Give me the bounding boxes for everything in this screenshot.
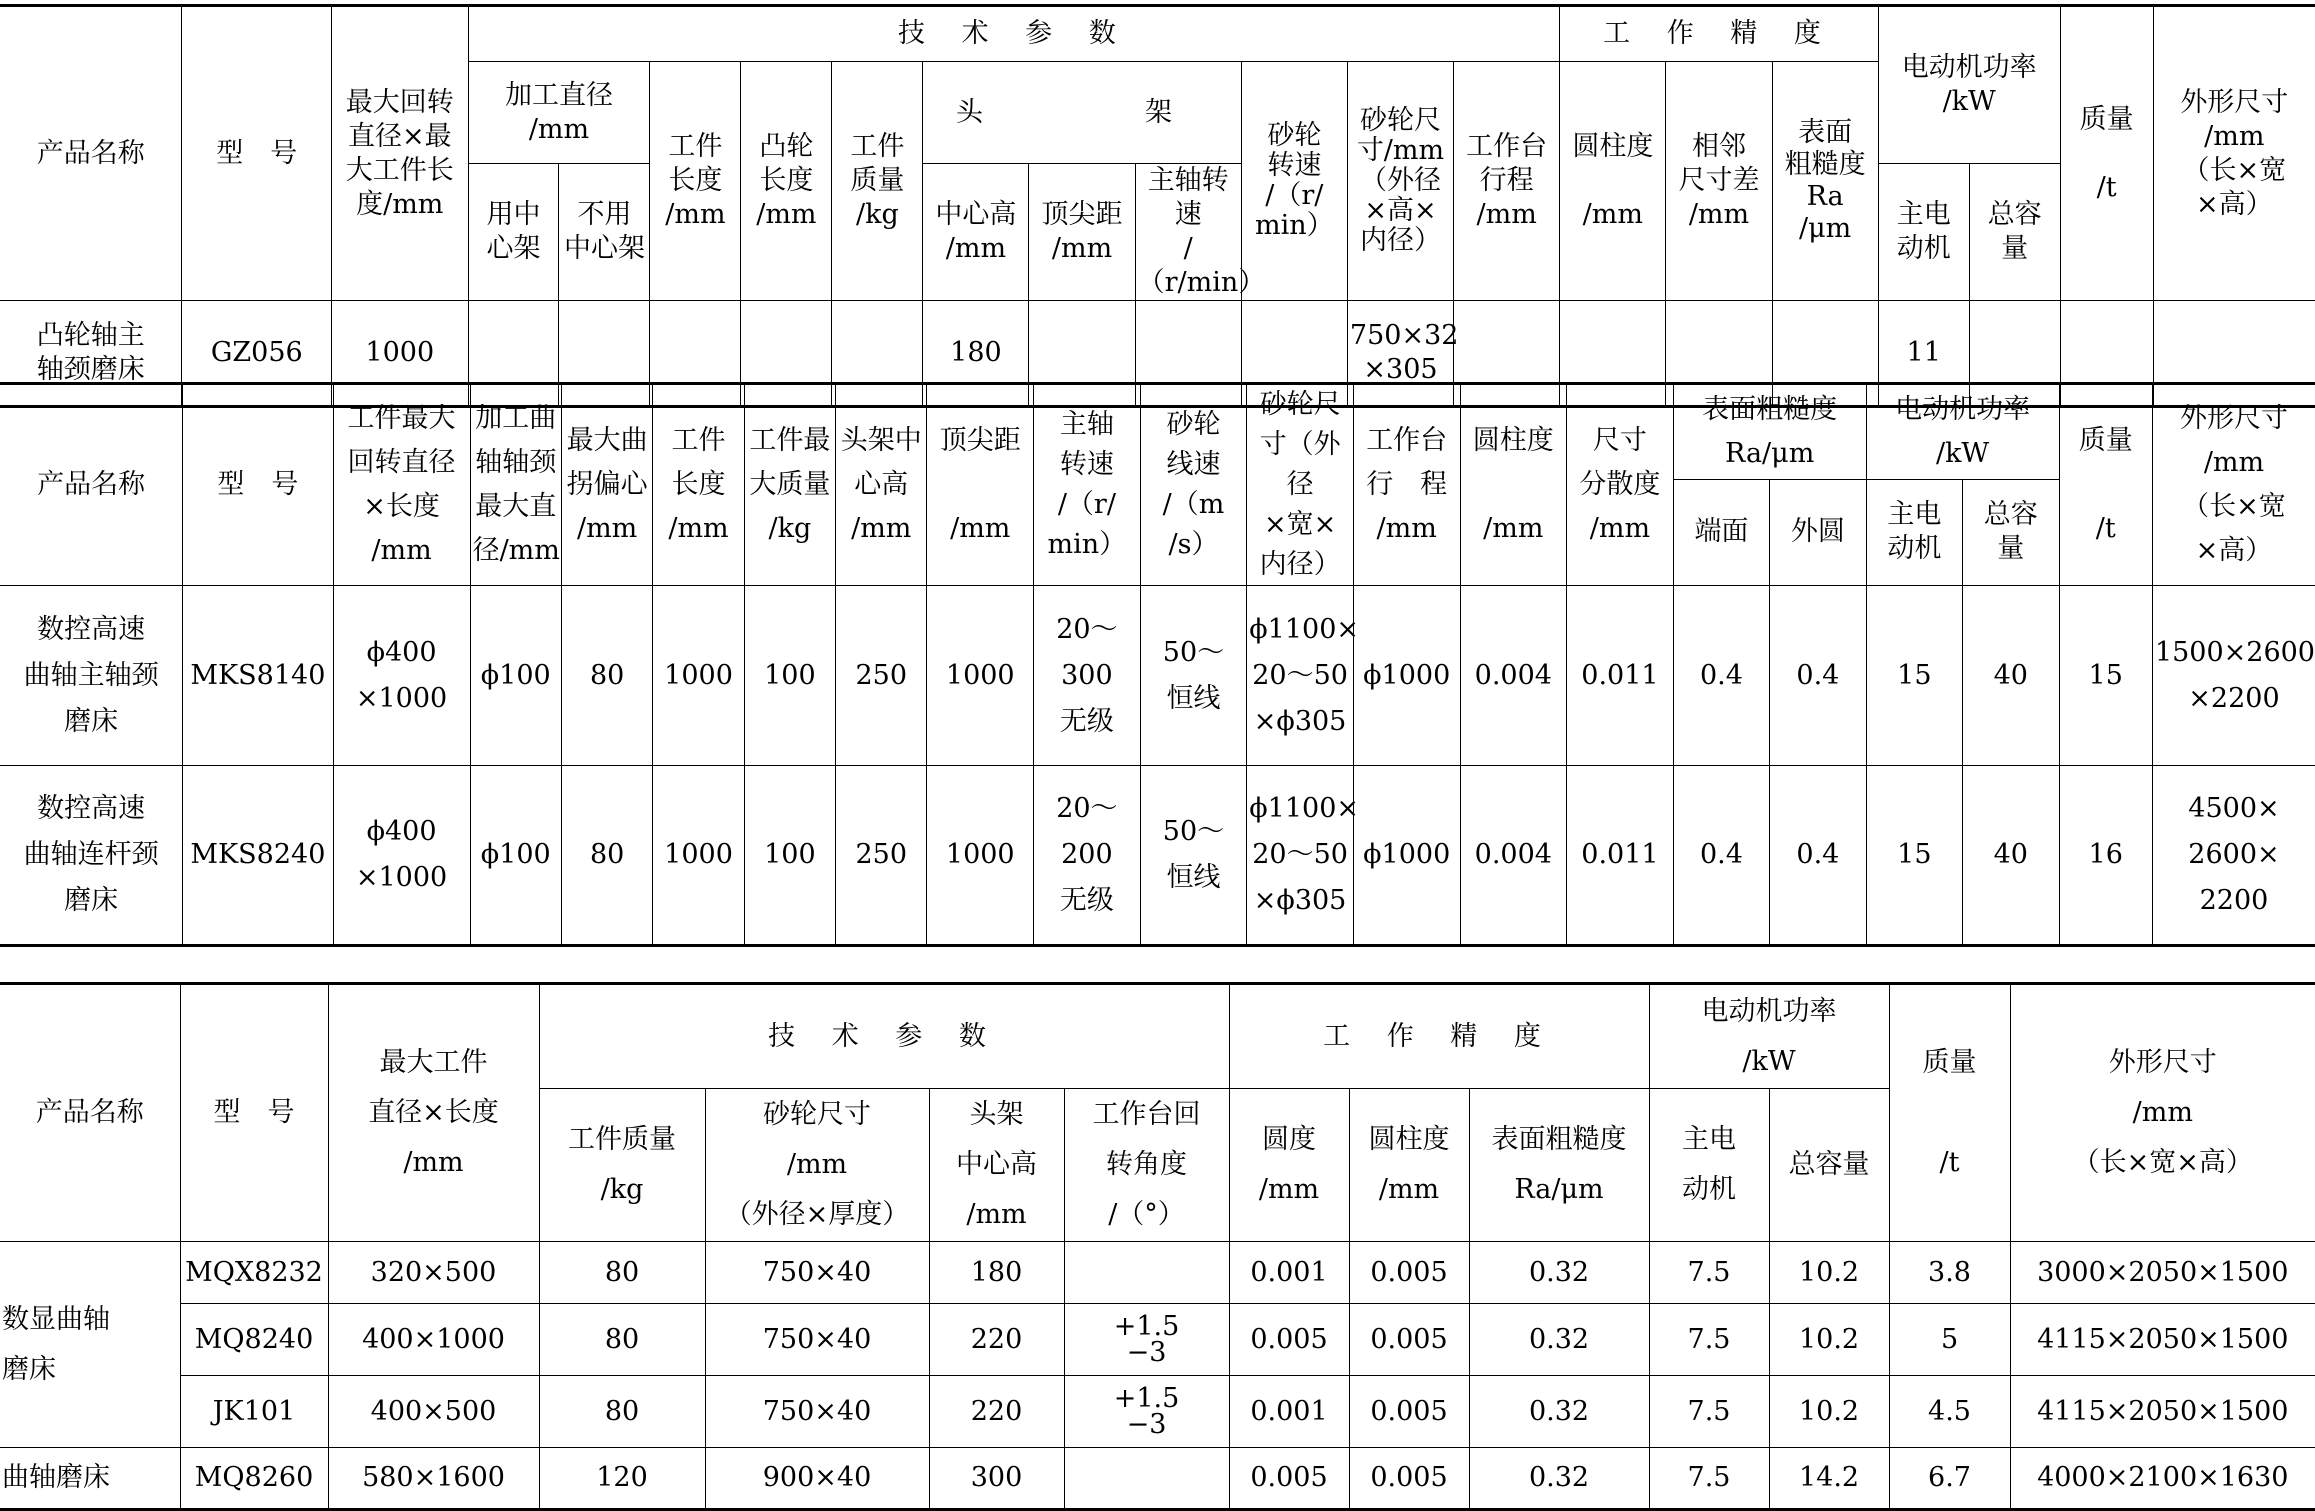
cell: 4.5	[1889, 1376, 2010, 1448]
cell: 0.32	[1469, 1376, 1649, 1448]
header-table-rotation: 工作台回 转角度 /（°）	[1064, 1089, 1229, 1242]
header-dimensions: 外形尺寸 /mm （长×宽 ×高）	[2152, 384, 2315, 586]
cell: 100	[744, 766, 835, 946]
header-product-name: 产品名称	[0, 6, 182, 301]
header-tech-params: 技 术 参 数	[539, 984, 1229, 1089]
cell: 0.005	[1349, 1242, 1469, 1304]
header-table-travel: 工作台 行 程 /mm	[1353, 384, 1460, 586]
header-product-name: 产品名称	[0, 384, 183, 586]
cell: 80	[539, 1242, 705, 1304]
header-wheel-size: 砂轮尺 寸/mm （外径 ×高× 内径）	[1347, 62, 1453, 301]
cell: 数控高速 曲轴连杆颈 磨床	[0, 766, 183, 946]
cell: 0.001	[1229, 1242, 1349, 1304]
table-row	[0, 586, 2315, 766]
header-headstock: 头 架	[923, 62, 1241, 164]
cell: 1000	[332, 301, 468, 407]
cell: 320×500	[328, 1242, 539, 1304]
cell: 0.004	[1460, 586, 1567, 766]
header-dimensions: 外形尺寸 /mm （长×宽 ×高）	[2153, 6, 2315, 301]
cell: 0.005	[1349, 1376, 1469, 1448]
header-wheel-size: 砂轮尺 寸（外径 ×宽× 内径）	[1247, 384, 1354, 586]
cell: ϕ1000	[1353, 586, 1460, 766]
cell: 300	[929, 1448, 1064, 1510]
header-max-diam-length: 最大工件 直径×长度 /mm	[328, 984, 539, 1242]
cell: 16	[2059, 766, 2152, 946]
cell: ϕ1000	[1353, 766, 1460, 946]
cell: 80	[561, 766, 652, 946]
cell: 6.7	[1889, 1448, 2010, 1510]
header-cylindricity: 圆柱度 /mm	[1560, 62, 1666, 301]
cell: 凸轮轴主 轴颈磨床	[0, 301, 182, 407]
cell: +1.5 −3	[1064, 1304, 1229, 1376]
header-end-face: 端面	[1673, 479, 1769, 585]
cell: 7.5	[1649, 1448, 1769, 1510]
cell: 7.5	[1649, 1376, 1769, 1448]
header-wheel-speed: 砂轮 转速 /（r/ min）	[1241, 62, 1347, 301]
header-max-crank-diameter: 加工曲 轴轴颈 最大直 径/mm	[470, 384, 561, 586]
cell: MQ8240	[180, 1304, 328, 1376]
cell	[1064, 1242, 1229, 1304]
cell: ϕ400 ×1000	[333, 586, 470, 766]
cell: 40	[1963, 586, 2059, 766]
header-max-eccentric: 最大曲 拐偏心 /mm	[561, 384, 652, 586]
cell: 50～ 恒线	[1140, 766, 1247, 946]
cell: 80	[561, 586, 652, 766]
cell: 1000	[653, 766, 744, 946]
cell: 1500×2600 ×2200	[2152, 586, 2315, 766]
cell: 0.005	[1229, 1448, 1349, 1510]
cell: 80	[539, 1304, 705, 1376]
cell: 1000	[653, 586, 744, 766]
cell: 0.32	[1469, 1448, 1649, 1510]
cell: ϕ1100× 20～50 ×ϕ305	[1247, 586, 1354, 766]
cell: ϕ400 ×1000	[333, 766, 470, 946]
header-work-length: 工件 长度 /mm	[650, 62, 741, 301]
cell: 10.2	[1769, 1242, 1889, 1304]
cell: 0.32	[1469, 1242, 1649, 1304]
cell: 580×1600	[328, 1448, 539, 1510]
cell	[1064, 1448, 1229, 1510]
cell: MKS8240	[183, 766, 333, 946]
header-wheel-size: 砂轮尺寸 /mm （外径×厚度）	[705, 1089, 929, 1242]
header-work-mass: 工件质量 /kg	[539, 1089, 705, 1242]
cell: 7.5	[1649, 1304, 1769, 1376]
cell: 5	[1889, 1304, 2010, 1376]
cell: 180	[929, 1242, 1064, 1304]
cell: 14.2	[1769, 1448, 1889, 1510]
cell: 10.2	[1769, 1304, 1889, 1376]
header-with-rest: 用中 心架	[468, 164, 559, 301]
cell: 0.004	[1460, 766, 1567, 946]
header-spindle-speed: 主轴 转速 /（r/ min）	[1034, 384, 1141, 586]
header-adj-size-diff: 相邻 尺寸差 /mm	[1666, 62, 1772, 301]
header-size-dispersion: 尺寸 分散度 /mm	[1567, 384, 1674, 586]
cell: 400×500	[328, 1376, 539, 1448]
cell: 250	[836, 586, 927, 766]
header-roughness: 表面 粗糙度 Ra /μm	[1772, 62, 1878, 301]
cell: 数控高速 曲轴主轴颈 磨床	[0, 586, 183, 766]
header-main-motor: 主电 动机	[1878, 164, 1969, 301]
cell: 4115×2050×1500	[2010, 1376, 2315, 1448]
cell: 3000×2050×1500	[2010, 1242, 2315, 1304]
cell: 1000	[927, 766, 1034, 946]
header-main-motor: 主电 动机	[1866, 479, 1962, 585]
cell: ϕ1100× 20～50 ×ϕ305	[1247, 766, 1354, 946]
cell: 11	[1878, 301, 1969, 407]
cell: 15	[1866, 586, 1962, 766]
header-work-precision: 工 作 精 度	[1229, 984, 1649, 1089]
header-head-center-height: 头架中 心高 /mm	[836, 384, 927, 586]
header-head-center-height: 头架 中心高 /mm	[929, 1089, 1064, 1242]
cell: 1000	[927, 586, 1034, 766]
header-model: 型 号	[182, 6, 332, 301]
cell: 0.4	[1673, 586, 1769, 766]
header-dimensions: 外形尺寸 /mm （长×宽×高）	[2010, 984, 2315, 1242]
cell: 0.011	[1567, 586, 1674, 766]
header-motor-power: 电动机功率 /kW	[1866, 384, 2059, 480]
cell: 220	[929, 1376, 1064, 1448]
header-work-precision: 工 作 精 度	[1560, 6, 1878, 62]
header-spindle-speed: 主轴转速 /（r/min）	[1135, 164, 1241, 301]
cell: MKS8140	[183, 586, 333, 766]
table-camshaft-grinder	[0, 4, 2315, 408]
cell: 220	[929, 1304, 1064, 1376]
cell: GZ056	[182, 301, 332, 407]
table-row	[0, 1376, 2315, 1448]
header-total-capacity: 总容 量	[1963, 479, 2059, 585]
cell: 15	[2059, 586, 2152, 766]
header-roundness: 圆度 /mm	[1229, 1089, 1349, 1242]
header-tech-params: 技 术 参 数	[468, 6, 1560, 62]
cell: 50～ 恒线	[1140, 586, 1247, 766]
header-max-swing: 最大回转 直径×最 大工件长 度/mm	[332, 6, 468, 301]
cell: 0.011	[1567, 766, 1674, 946]
cell: MQ8260	[180, 1448, 328, 1510]
cell: 0.001	[1229, 1376, 1349, 1448]
cell: 750×40	[705, 1304, 929, 1376]
cell: 4500× 2600× 2200	[2152, 766, 2315, 946]
header-without-rest: 不用 中心架	[559, 164, 650, 301]
header-cylindricity: 圆柱度 /mm	[1460, 384, 1567, 586]
cell: 3.8	[1889, 1242, 2010, 1304]
header-cylindricity: 圆柱度 /mm	[1349, 1089, 1469, 1242]
cell: 0.4	[1770, 586, 1866, 766]
header-roughness: 表面粗糙度 Ra/μm	[1673, 384, 1866, 480]
cell: 400×1000	[328, 1304, 539, 1376]
cell: 80	[539, 1376, 705, 1448]
cell: 20～ 200 无级	[1034, 766, 1141, 946]
table-cnc-crankshaft-grinder	[0, 382, 2315, 947]
cell: 250	[836, 766, 927, 946]
cell: 10.2	[1769, 1376, 1889, 1448]
cell: ϕ100	[470, 766, 561, 946]
cell: +1.5 −3	[1064, 1376, 1229, 1448]
cell: 40	[1963, 766, 2059, 946]
header-wheel-linear-speed: 砂轮 线速 /（m /s）	[1140, 384, 1247, 586]
cell: 20～ 300 无级	[1034, 586, 1141, 766]
header-max-work-mass: 工件最 大质量 /kg	[744, 384, 835, 586]
header-product-name: 产品名称	[0, 984, 180, 1242]
cell: 750×32 ×305	[1347, 301, 1453, 407]
header-outer-circle: 外圆	[1770, 479, 1866, 585]
header-motor-power: 电动机功率 /kW	[1649, 984, 1889, 1089]
table-crankshaft-grinder	[0, 982, 2315, 1511]
cell: 100	[744, 586, 835, 766]
cell: 0.005	[1349, 1448, 1469, 1510]
cell: 0.32	[1469, 1304, 1649, 1376]
header-roughness: 表面粗糙度 Ra/μm	[1469, 1089, 1649, 1242]
cell: 0.005	[1229, 1304, 1349, 1376]
header-mass: 质量 /t	[2059, 384, 2152, 586]
cell: 750×40	[705, 1242, 929, 1304]
header-max-swing-length: 工件最大 回转直径 ×长度 /mm	[333, 384, 470, 586]
header-center-distance: 顶尖距 /mm	[927, 384, 1034, 586]
cell: 曲轴磨床	[0, 1448, 180, 1510]
cell: 750×40	[705, 1376, 929, 1448]
table-row	[0, 1242, 2315, 1304]
header-proc-diameter: 加工直径 /mm	[468, 62, 650, 164]
cell: 0.4	[1770, 766, 1866, 946]
cell: 4115×2050×1500	[2010, 1304, 2315, 1376]
header-main-motor: 主电 动机	[1649, 1089, 1769, 1242]
cell: 15	[1866, 766, 1962, 946]
header-table-travel: 工作台 行程 /mm	[1454, 62, 1560, 301]
cell: MQX8232	[180, 1242, 328, 1304]
cell: 4000×2100×1630	[2010, 1448, 2315, 1510]
header-total-capacity: 总容 量	[1969, 164, 2060, 301]
header-model: 型 号	[183, 384, 333, 586]
header-work-mass: 工件 质量 /kg	[832, 62, 923, 301]
cell: 7.5	[1649, 1242, 1769, 1304]
cell: 120	[539, 1448, 705, 1510]
header-center-distance: 顶尖距 /mm	[1029, 164, 1135, 301]
cell-group-name: 数显曲轴 磨床	[0, 1242, 180, 1448]
table-row	[0, 1448, 2315, 1510]
header-work-length: 工件 长度 /mm	[653, 384, 744, 586]
header-mass: 质量 /t	[1889, 984, 2010, 1242]
cell: 0.005	[1349, 1304, 1469, 1376]
header-center-height: 中心高 /mm	[923, 164, 1029, 301]
cell: ϕ100	[470, 586, 561, 766]
cell: 0.4	[1673, 766, 1769, 946]
header-motor-power: 电动机功率 /kW	[1878, 6, 2060, 164]
cell: 900×40	[705, 1448, 929, 1510]
table-row	[0, 766, 2315, 946]
header-cam-length: 凸轮 长度 /mm	[741, 62, 832, 301]
header-model: 型 号	[180, 984, 328, 1242]
table-row	[0, 1304, 2315, 1376]
header-mass: 质量 /t	[2060, 6, 2153, 301]
header-total-capacity: 总容量	[1769, 1089, 1889, 1242]
cell: JK101	[180, 1376, 328, 1448]
cell: 180	[923, 301, 1029, 407]
